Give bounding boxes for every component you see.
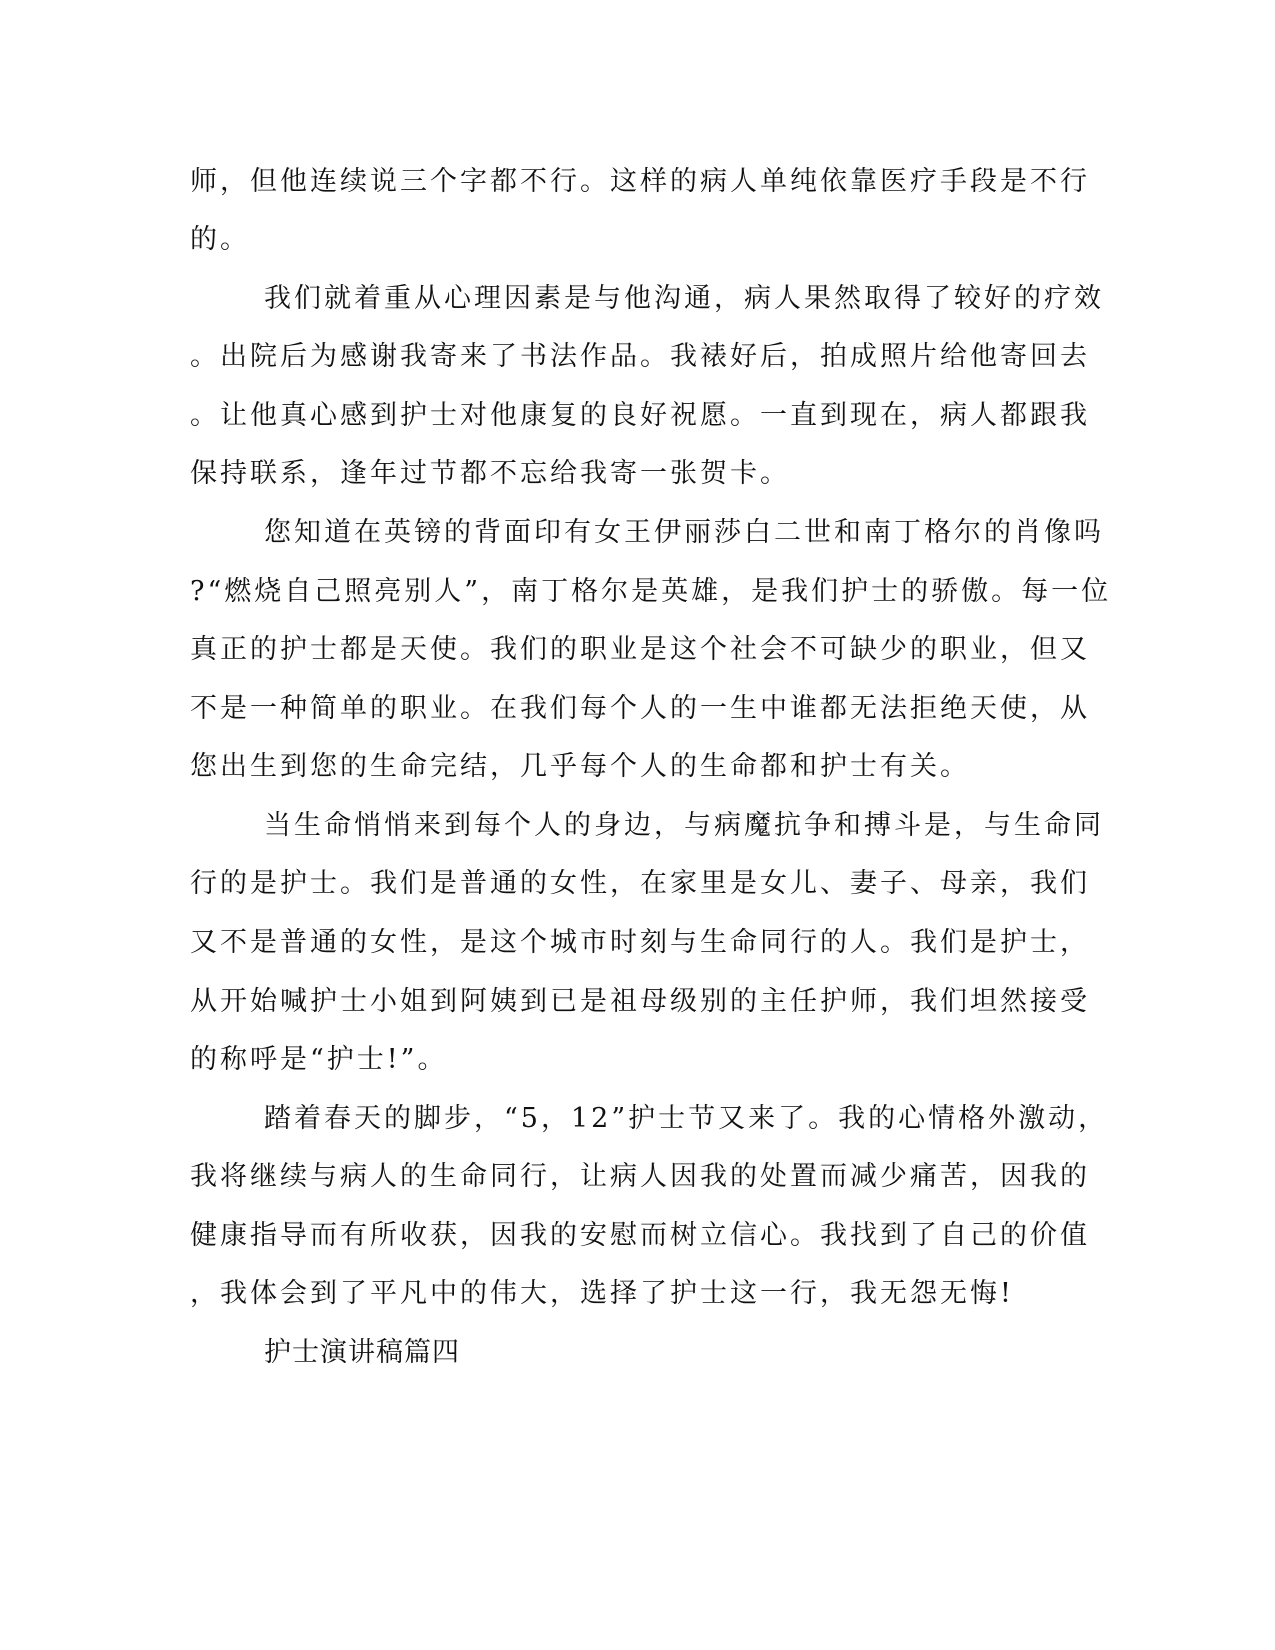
text-line: 健康指导而有所收获，因我的安慰而树立信心。我找到了自己的价值 xyxy=(190,1220,1090,1251)
paragraph-start: 当生命悄悄来到每个人的身边，与病魔抗争和搏斗是，与生命同 xyxy=(264,810,1104,841)
text-line: ?“燃烧自己照亮别人”，南丁格尔是英雄，是我们护士的骄傲。每一位 xyxy=(190,576,1112,607)
text-line: 我将继续与病人的生命同行，让病人因我的处置而减少痛苦，因我的 xyxy=(190,1161,1090,1192)
text-line: ，我体会到了平凡中的伟大，选择了护士这一行，我无怨无悔! xyxy=(190,1278,1014,1309)
text-line: 您出生到您的生命完结，几乎每个人的生命都和护士有关。 xyxy=(190,751,970,782)
text-line: 行的是护士。我们是普通的女性，在家里是女儿、妻子、母亲，我们 xyxy=(190,868,1090,899)
text-line: 从开始喊护士小姐到阿姨到已是祖母级别的主任护师，我们坦然接受 xyxy=(190,986,1090,1017)
text-line: 师，但他连续说三个字都不行。这样的病人单纯依靠医疗手段是不行 xyxy=(190,166,1090,197)
text-line: 真正的护士都是天使。我们的职业是这个社会不可缺少的职业，但又 xyxy=(190,634,1090,665)
text-line: 不是一种简单的职业。在我们每个人的一生中谁都无法拒绝天使，从 xyxy=(190,693,1090,724)
text-line: 的称呼是“护士!”。 xyxy=(190,1044,448,1075)
paragraph-start: 您知道在英镑的背面印有女王伊丽莎白二世和南丁格尔的肖像吗 xyxy=(264,517,1104,548)
text-line: 保持联系，逢年过节都不忘给我寄一张贺卡。 xyxy=(190,458,790,489)
text-line: 的。 xyxy=(190,224,250,255)
paragraph-start: 我们就着重从心理因素是与他沟通，病人果然取得了较好的疗效 xyxy=(264,283,1104,314)
text-line: 。出院后为感谢我寄来了书法作品。我裱好后，拍成照片给他寄回去 xyxy=(190,341,1090,372)
text-line: 又不是普通的女性，是这个城市时刻与生命同行的人。我们是护士， xyxy=(190,927,1090,958)
paragraph-start: 踏着春天的脚步，“5，12”护士节又来了。我的心情格外激动， xyxy=(264,1103,1109,1134)
text-line: 。让他真心感到护士对他康复的良好祝愿。一直到现在，病人都跟我 xyxy=(190,400,1090,431)
section-heading: 护士演讲稿篇四 xyxy=(264,1337,460,1368)
